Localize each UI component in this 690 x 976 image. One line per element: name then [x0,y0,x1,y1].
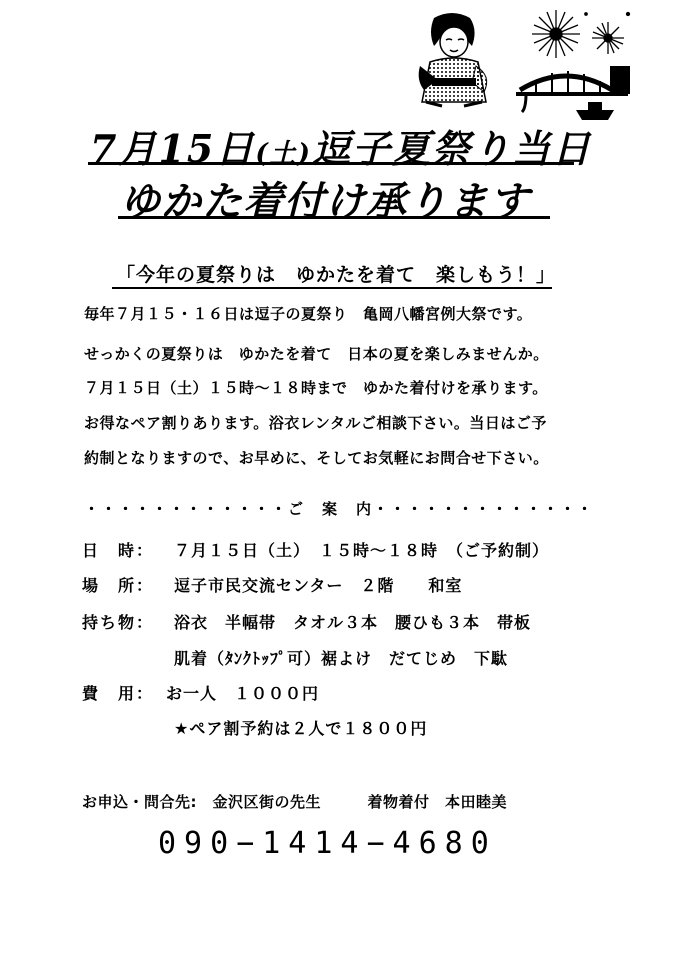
fireworks-illustration [520,8,632,68]
intro-line: せっかくの夏祭りは ゆかたを着て 日本の夏を楽しみませんか。 [84,345,549,363]
contact-info: お申込・問合先: 金沢区街の先生 着物着付 本田睦美 [82,793,508,811]
guide-section-header: ・・・・・・・・・・・・ご 案 内・・・・・・・・・・・・・ [84,500,595,518]
fee-value: お一人 １０００円 [166,684,320,703]
fee-label: 費 用： [82,684,155,703]
intro-line: 毎年７月１５・１６日は逗子の夏祭り 亀岡八幡宮例大祭です。 [84,305,533,323]
pair-discount-note: ★ペア割予約は２人で１８００円 [174,719,428,738]
page-title-line1: 7月15日(土)逗子夏祭り当日 [90,126,592,171]
title-underline-2 [118,216,550,219]
date-value: ７月１５日（土） １５時～１８時 （ご予約制） [174,541,550,560]
items-label: 持ち物： [82,613,155,632]
slogan: 「今年の夏祭りは ゆかたを着て 楽しもう！」 [116,264,557,286]
date-label: 日 時： [82,541,155,560]
bridge-boat-illustration [516,62,634,124]
girl-in-yukata-illustration [412,10,494,110]
page-title-line2: ゆかた着付け承ります [120,178,530,225]
title-day-of-week: (土) [255,139,312,169]
slogan-underline [112,287,552,289]
place-label: 場 所： [82,576,155,595]
items-value-continued: 肌着（ﾀﾝｸﾄｯﾌﾟ可）裾よけ だてじめ 下駄 [174,649,509,668]
title-underline-1 [88,162,574,165]
place-value: 逗子市民交流センター ２階 和室 [174,576,463,595]
items-value: 浴衣 半幅帯 タオル３本 腰ひも３本 帯板 [174,613,532,632]
intro-line: お得なペア割りあります。浴衣レンタルご相談下さい。当日はご予 [84,414,547,432]
phone-number: 090−1414−4680 [158,826,497,861]
intro-line: 約制となりますので、お早めに、そしてお気軽にお問合せ下さい。 [84,449,549,467]
intro-line: ７月１５日（土）１５時～１８時まで ゆかた着付けを承ります。 [84,379,548,397]
